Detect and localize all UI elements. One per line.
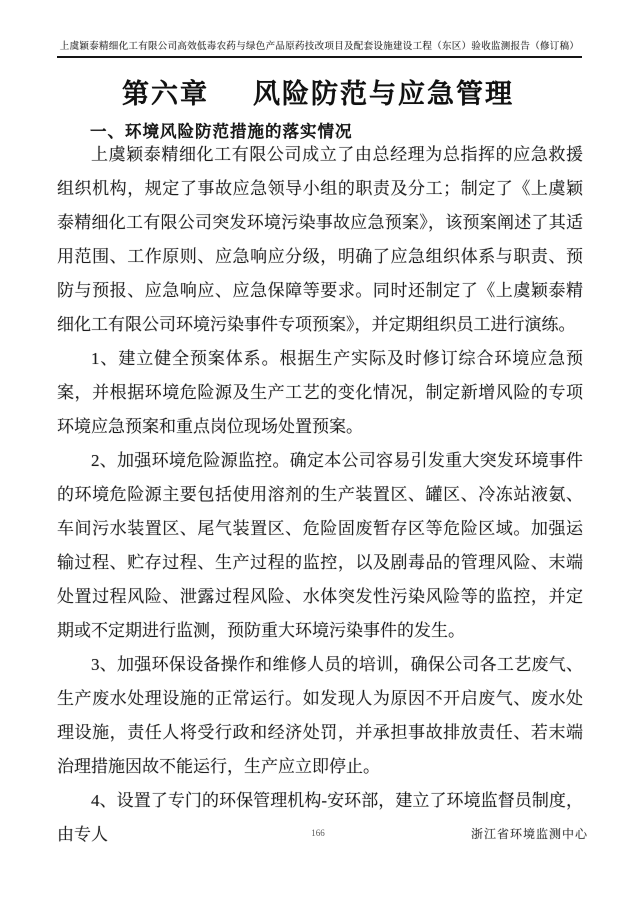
paragraph: 4、设置了专门的环保管理机构-安环部，建立了环境监督员制度，由专人 [57,791,583,844]
document-body [57,138,583,852]
paragraph: 2、加强环境危险源监控。确定本公司容易引发重大突发环境事件的环境危险源主要包括使用溶剂的生产装置区、罐区、冷冻站液氨、车间污水装置区、尾气装置区、危险固废暂存区等危险区域。加强运输过程、贮存过程、生产过程的监控，以及剧毒品的管理风险、末端处置过程风险、泄露过程风险、水体突发性污染风险等的监控，并定期或不定期进行监测，预防重大环境污染事件的发生。 [57,451,583,640]
paragraph: 1、建立健全预案体系。根据生产实际及时修订综合环境应急预案，并根据环境危险源及生产工艺的变化情况，制定新增风险的专项环境应急预案和重点岗位现场处置预案。 [57,349,583,436]
running-header: 上虞颖泰精细化工有限公司高效低毒农药与绿色产品原药技改项目及配套设施建设工程（东区）验收监测报告（修订稿） [57,38,582,58]
chapter-title [0,72,636,111]
paragraph: 3、加强环保设备操作和维修人员的培训，确保公司各工艺废气、生产废水处理设施的正常运行。如发现人为原因不开启废气、废水处理设施，责任人将受行政和经济处罚，并承担事故排放责任、若末端治理措施因故不能运行，生产应立即停止。 [57,655,583,776]
paragraph: 上虞颖泰精细化工有限公司成立了由总经理为总指挥的应急救援组织机构，规定了事故应急领导小组的职责及分工；制定了《上虞颖泰精细化工有限公司突发环境污染事故应急预案》，该预案阐述了其适用范围、工作原则、应急响应分级，明确了应急组织体系与职责、预防与预报、应急响应、应急保障等要求。同时还制定了《上虞颖泰精细化工有限公司环境污染事件专项预案》，并定期组织员工进行演练。 [57,145,583,334]
page-number: 166 [311,828,325,838]
footer-agency-name: 浙江省环境监测中心 [470,827,588,841]
chapter-name: 风险防范与应急管理 [253,79,514,109]
section-heading: 一、环境风险防范措施的落实情况 [90,122,353,141]
chapter-number: 第六章 [122,79,209,109]
